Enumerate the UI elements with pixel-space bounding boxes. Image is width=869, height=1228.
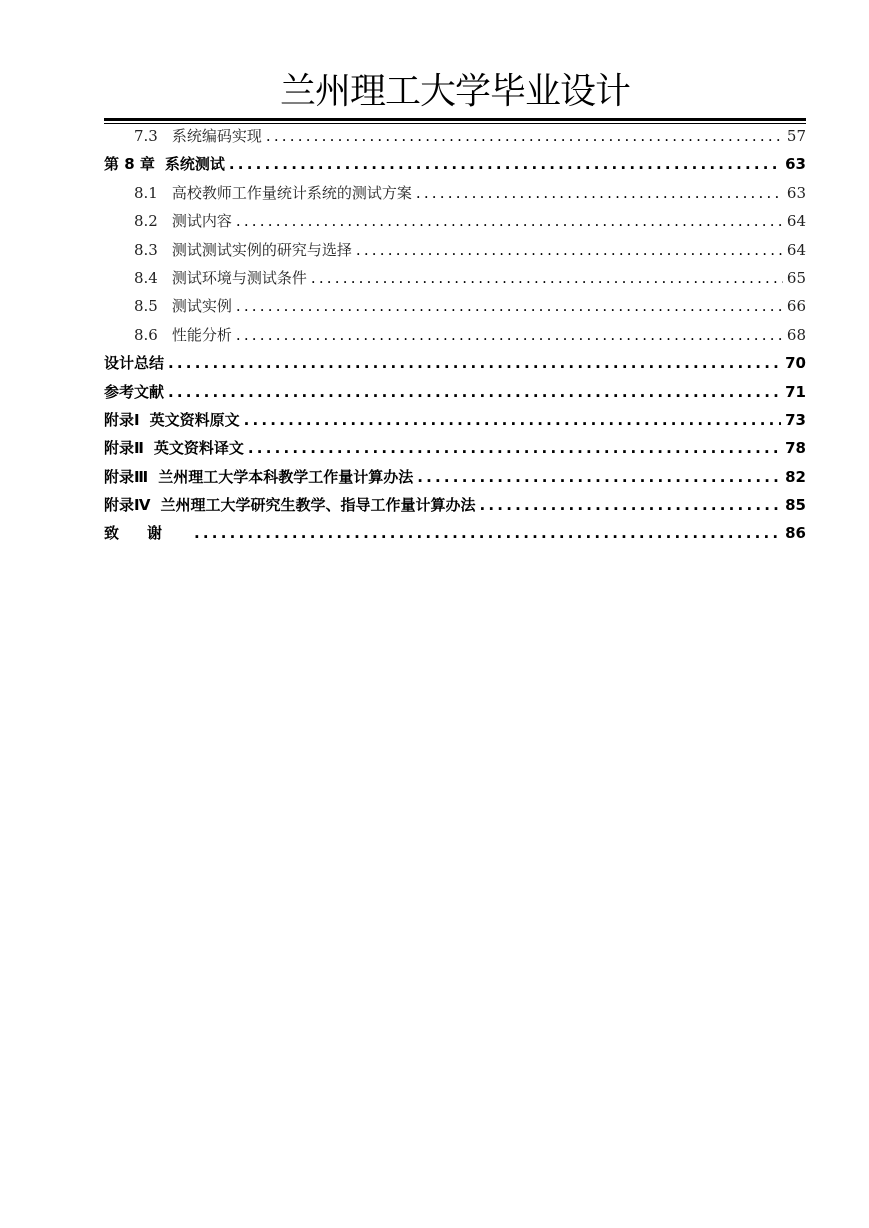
toc-leader-dots — [244, 406, 782, 434]
toc-entry-number: 附录Ⅳ — [104, 496, 151, 515]
toc-leader-dots — [356, 236, 783, 264]
table-of-contents — [104, 122, 806, 548]
toc-entry-page: 78 — [785, 439, 806, 458]
toc-entry-label: 性能分析 — [171, 325, 232, 344]
toc-entry-page: 63 — [785, 155, 806, 174]
toc-entry-page: 68 — [786, 325, 806, 344]
toc-leader-dots — [480, 491, 782, 519]
toc-leader-dots — [266, 122, 783, 150]
toc-entry-page: 82 — [785, 467, 806, 486]
toc-leader-dots — [194, 519, 781, 547]
toc-entry-page: 71 — [785, 382, 806, 401]
toc-entry-number: 附录Ⅲ — [104, 467, 149, 486]
toc-entry-page: 70 — [785, 354, 806, 373]
toc-entry-label: 参考文献 — [104, 382, 165, 401]
toc-leader-dots — [236, 321, 783, 349]
toc-entry-8-2[interactable] — [104, 207, 806, 235]
toc-leader-dots — [229, 150, 781, 178]
toc-entry-number: 附录Ⅰ — [104, 410, 140, 429]
toc-entry-label: 兰州理工大学研究生教学、指导工作量计算办法 — [160, 496, 476, 515]
toc-entry-number: 7.3 — [134, 127, 158, 145]
toc-leader-dots — [236, 292, 783, 320]
toc-entry-page: 85 — [785, 496, 806, 515]
toc-entry-acknowledgements[interactable] — [104, 519, 806, 547]
toc-entry-number: 附录Ⅱ — [104, 439, 144, 458]
toc-entry-label: 设计总结 — [104, 354, 165, 373]
toc-entry-appendix-3[interactable] — [104, 463, 806, 491]
toc-entry-number: 8.4 — [134, 268, 158, 287]
toc-entry-label: 系统测试 — [164, 155, 225, 174]
toc-entry-appendix-4[interactable] — [104, 491, 806, 519]
toc-leader-dots — [416, 179, 783, 207]
toc-entry-label: 兰州理工大学本科教学工作量计算办法 — [158, 467, 414, 486]
toc-entry-references[interactable] — [104, 378, 806, 406]
toc-leader-dots — [248, 434, 781, 462]
toc-entry-page: 73 — [785, 410, 806, 429]
toc-entry-appendix-1[interactable] — [104, 406, 806, 434]
toc-entry-page: 65 — [786, 268, 806, 287]
header-title: 兰州理工大学毕业设计 — [279, 71, 630, 112]
toc-entry-label: 致谢 — [104, 524, 191, 543]
toc-entry-design-summary[interactable] — [104, 349, 806, 377]
toc-entry-label: 高校教师工作量统计系统的测试方案 — [171, 183, 412, 202]
toc-entry-8-3[interactable] — [104, 236, 806, 264]
toc-entry-page: 66 — [786, 297, 806, 316]
toc-leader-dots — [417, 463, 781, 491]
toc-entry-8-1[interactable] — [104, 179, 806, 207]
toc-entry-7-3[interactable] — [104, 122, 806, 150]
toc-entry-8-4[interactable] — [104, 264, 806, 292]
toc-entry-label: 测试内容 — [171, 212, 232, 231]
toc-entry-page: 63 — [786, 183, 806, 202]
toc-entry-number: 8.2 — [134, 212, 158, 231]
page-header — [104, 64, 806, 124]
toc-entry-label: 英文资料原文 — [149, 410, 240, 429]
toc-entry-chapter-8[interactable] — [104, 150, 806, 178]
toc-entry-page: 64 — [786, 240, 806, 259]
toc-leader-dots — [168, 378, 781, 406]
toc-entry-label: 英文资料译文 — [153, 439, 244, 458]
toc-entry-number: 8.3 — [134, 240, 158, 259]
toc-entry-8-5[interactable] — [104, 292, 806, 320]
toc-entry-label: 系统编码实现 — [171, 127, 262, 145]
toc-entry-number: 8.6 — [134, 325, 158, 344]
header-rule-thick — [104, 118, 806, 121]
toc-entry-number: 第 8 章 — [104, 155, 155, 174]
toc-leader-dots — [168, 349, 781, 377]
toc-leader-dots — [236, 207, 783, 235]
toc-entry-8-6[interactable] — [104, 321, 806, 349]
toc-entry-number: 8.1 — [134, 183, 158, 202]
toc-entry-page: 57 — [786, 127, 806, 145]
toc-entry-appendix-2[interactable] — [104, 434, 806, 462]
toc-entry-page: 64 — [786, 212, 806, 231]
toc-entry-label: 测试实例 — [171, 297, 232, 316]
toc-entry-page: 86 — [785, 524, 806, 543]
toc-leader-dots — [311, 264, 783, 292]
toc-entry-label: 测试环境与测试条件 — [171, 268, 307, 287]
toc-entry-label: 测试测试实例的研究与选择 — [171, 240, 352, 259]
toc-entry-number: 8.5 — [134, 297, 158, 316]
